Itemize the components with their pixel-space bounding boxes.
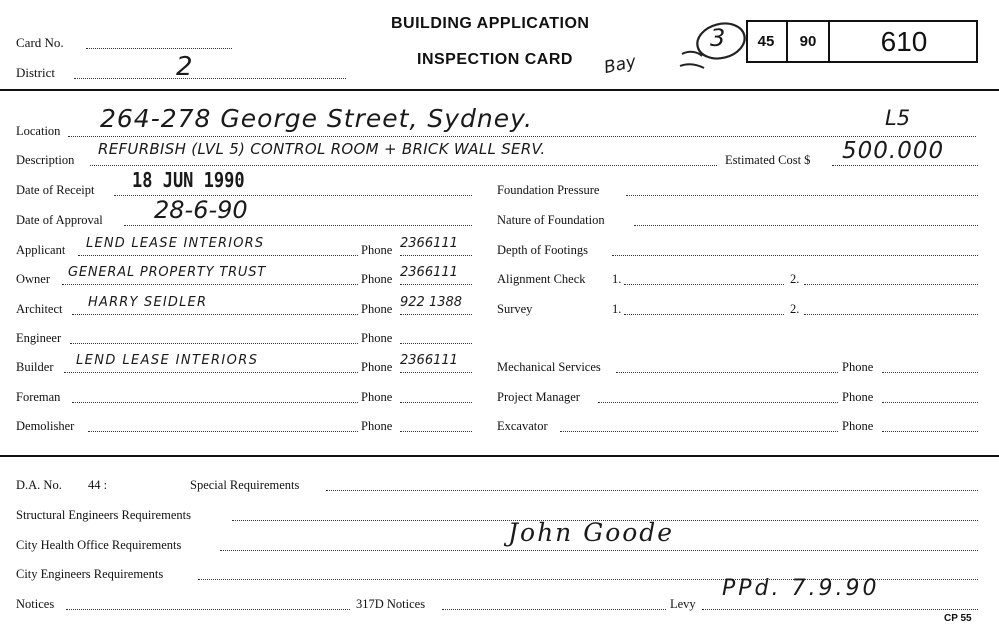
card-no-label: Card No. xyxy=(16,35,64,50)
builder-value: LEND LEASE INTERIORS xyxy=(76,353,259,368)
excavator-phone-field[interactable] xyxy=(882,431,978,432)
card-title-line1: BUILDING APPLICATION xyxy=(391,15,590,32)
demolisher-field[interactable] xyxy=(88,431,358,432)
district-field[interactable] xyxy=(74,78,346,79)
foundation-pressure-label: Foundation Pressure xyxy=(497,183,600,197)
project-manager-phone-field[interactable] xyxy=(882,402,978,403)
applicant-phone-field[interactable] xyxy=(400,255,472,256)
project-manager-phone-label: Phone xyxy=(842,390,874,404)
project-manager-field[interactable] xyxy=(598,402,838,403)
survey-num-2: 2. xyxy=(790,302,800,316)
description-field[interactable] xyxy=(90,165,717,166)
description-label: Description xyxy=(16,153,75,167)
owner-label: Owner xyxy=(16,272,51,286)
structural-engineers-label: Structural Engineers Requirements xyxy=(16,508,191,522)
architect-phone-label: Phone xyxy=(361,302,393,316)
engineer-phone-field[interactable] xyxy=(400,343,472,344)
architect-phone-value: 922 1388 xyxy=(400,295,463,310)
levy-label: Levy xyxy=(670,597,696,611)
date-approval-label: Date of Approval xyxy=(16,213,103,227)
alignment-num-1: 1. xyxy=(612,272,622,286)
nature-foundation-label: Nature of Foundation xyxy=(497,213,605,227)
project-manager-label: Project Manager xyxy=(497,390,580,404)
foreman-phone-label: Phone xyxy=(361,390,393,404)
date-receipt-stamp: 18 JUN 1990 xyxy=(132,168,245,192)
city-health-signature: John Goode xyxy=(508,518,675,547)
date-approval-field[interactable] xyxy=(124,225,472,226)
bay-scribble: Bay xyxy=(602,51,638,79)
levy-field[interactable] xyxy=(702,609,978,610)
alignment-check-field-2[interactable] xyxy=(804,284,978,285)
mechanical-phone-label: Phone xyxy=(842,360,874,374)
reference-box xyxy=(746,20,978,63)
demolisher-phone-label: Phone xyxy=(361,419,393,433)
applicant-phone-value: 2366111 xyxy=(400,236,458,251)
notices-field[interactable] xyxy=(66,609,350,610)
nature-foundation-field[interactable] xyxy=(634,225,978,226)
city-health-field[interactable] xyxy=(220,550,978,551)
builder-phone-value: 2366111 xyxy=(400,353,458,368)
foreman-phone-field[interactable] xyxy=(400,402,472,403)
foundation-pressure-field[interactable] xyxy=(626,195,978,196)
levy-value: PPd. 7.9.90 xyxy=(722,576,880,601)
notices-317d-field[interactable] xyxy=(442,609,666,610)
district-label: District xyxy=(16,65,55,80)
survey-label: Survey xyxy=(497,302,533,316)
architect-value: HARRY SEIDLER xyxy=(88,295,208,310)
engineer-label: Engineer xyxy=(16,331,62,345)
builder-label: Builder xyxy=(16,360,54,374)
architect-phone-field[interactable] xyxy=(400,314,472,315)
estimated-cost-value: 500.000 xyxy=(842,138,945,164)
city-health-label: City Health Office Requirements xyxy=(16,538,182,552)
depth-footings-field[interactable] xyxy=(612,255,978,256)
engineer-field[interactable] xyxy=(70,343,358,344)
builder-phone-label: Phone xyxy=(361,360,393,374)
applicant-value: LEND LEASE INTERIORS xyxy=(86,236,265,251)
ref-box-3: 610 xyxy=(828,22,978,61)
date-receipt-label: Date of Receipt xyxy=(16,183,95,197)
description-value: REFURBISH (LVL 5) CONTROL ROOM + BRICK WALL SERV. xyxy=(98,140,546,158)
builder-field[interactable] xyxy=(64,372,358,373)
owner-phone-field[interactable] xyxy=(400,284,472,285)
survey-num-1: 1. xyxy=(612,302,622,316)
alignment-check-label: Alignment Check xyxy=(497,272,586,286)
location-value: 264-278 George Street, Sydney. xyxy=(100,104,533,133)
mechanical-services-label: Mechanical Services xyxy=(497,360,601,374)
circled-number: 3 xyxy=(710,24,726,52)
demolisher-phone-field[interactable] xyxy=(400,431,472,432)
estimated-cost-field[interactable] xyxy=(832,165,978,166)
depth-footings-label: Depth of Footings xyxy=(497,243,588,257)
location-field[interactable] xyxy=(68,136,976,137)
estimated-cost-label: Estimated Cost $ xyxy=(725,153,811,167)
ref-box-2: 90 xyxy=(786,22,828,61)
survey-field-1[interactable] xyxy=(624,314,784,315)
applicant-label: Applicant xyxy=(16,243,66,257)
notices-317d-label: 317D Notices xyxy=(356,597,426,611)
owner-value: GENERAL PROPERTY TRUST xyxy=(68,265,267,280)
notices-label: Notices xyxy=(16,597,55,611)
ref-box-1: 45 xyxy=(757,33,775,50)
section-divider xyxy=(0,455,999,457)
alignment-num-2: 2. xyxy=(790,272,800,286)
da-no-value: 44 : xyxy=(88,478,108,492)
header-divider xyxy=(0,89,999,91)
level-value: L5 xyxy=(885,106,911,130)
architect-field[interactable] xyxy=(72,314,358,315)
special-requirements-label: Special Requirements xyxy=(190,478,300,492)
card-no-field[interactable] xyxy=(86,48,232,49)
foreman-field[interactable] xyxy=(72,402,358,403)
location-label: Location xyxy=(16,124,61,138)
city-engineers-label: City Engineers Requirements xyxy=(16,567,164,581)
excavator-phone-label: Phone xyxy=(842,419,874,433)
card-title-line2: INSPECTION CARD xyxy=(417,51,573,68)
alignment-check-field-1[interactable] xyxy=(624,284,784,285)
da-no-label: D.A. No. xyxy=(16,478,62,492)
owner-phone-value: 2366111 xyxy=(400,265,458,280)
architect-label: Architect xyxy=(16,302,63,316)
applicant-phone-label: Phone xyxy=(361,243,393,257)
survey-field-2[interactable] xyxy=(804,314,978,315)
mechanical-services-field[interactable] xyxy=(616,372,838,373)
special-requirements-field[interactable] xyxy=(326,490,978,491)
owner-phone-label: Phone xyxy=(361,272,393,286)
owner-field[interactable] xyxy=(62,284,358,285)
district-value: 2 xyxy=(176,52,193,82)
mechanical-phone-field[interactable] xyxy=(882,372,978,373)
builder-phone-field[interactable] xyxy=(400,372,472,373)
demolisher-label: Demolisher xyxy=(16,419,75,433)
foreman-label: Foreman xyxy=(16,390,61,404)
form-code: CP 55 xyxy=(944,613,972,624)
date-approval-value: 28-6-90 xyxy=(154,196,248,224)
engineer-phone-label: Phone xyxy=(361,331,393,345)
applicant-field[interactable] xyxy=(78,255,358,256)
excavator-field[interactable] xyxy=(560,431,838,432)
excavator-label: Excavator xyxy=(497,419,548,433)
